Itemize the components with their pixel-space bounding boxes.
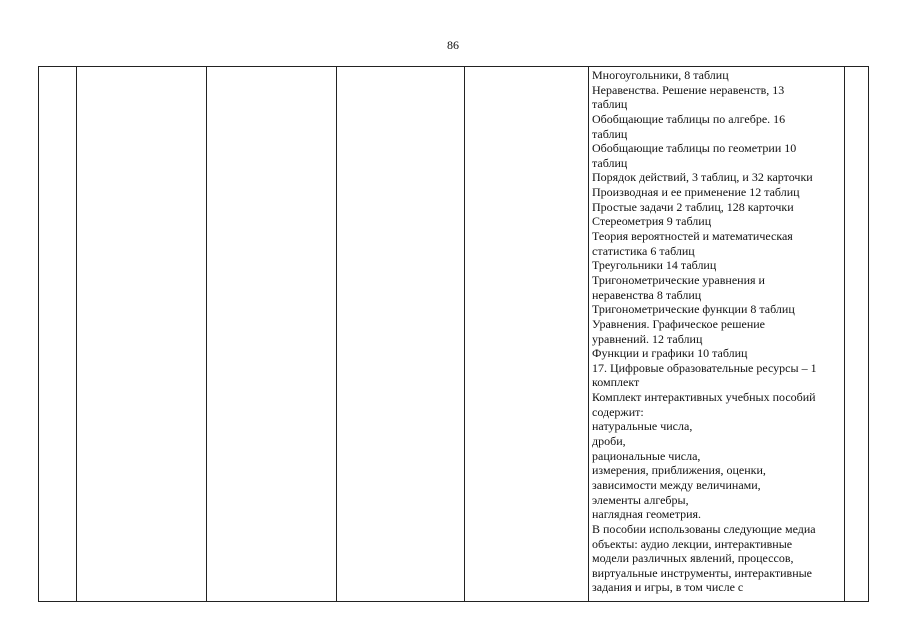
list-line: измерения, приближения, оценки,	[592, 463, 766, 478]
list-line: элементы алгебры,	[592, 492, 689, 507]
list-line: Обобщающие таблицы по алгебре. 16	[592, 111, 786, 126]
list-line: Производная и ее применение 12 таблиц	[592, 185, 800, 200]
list-line: наглядная геометрия.	[592, 507, 702, 522]
table-row	[39, 67, 869, 602]
list-line: Теория вероятностей и математическая	[592, 229, 793, 244]
table-cell-empty	[465, 67, 589, 602]
list-line: Тригонометрические функции 8 таблиц	[592, 302, 795, 317]
document-table	[38, 66, 869, 602]
table-cell-empty	[337, 67, 465, 602]
list-line: Порядок действий, 3 таблиц, и 32 карточки	[592, 170, 813, 185]
list-line: Простые задачи 2 таблиц, 128 карточки	[592, 199, 794, 214]
list-line: В пособии использованы следующие медиа	[592, 521, 816, 536]
list-line: комплект	[592, 375, 640, 390]
list-line: уравнений. 12 таблиц	[592, 331, 703, 346]
list-line: модели различных явлений, процессов,	[592, 551, 794, 566]
list-line: дроби,	[592, 434, 626, 449]
list-line: таблиц	[592, 126, 628, 141]
table-cell-equipment-list	[589, 67, 845, 602]
list-line: Функции и графики 10 таблиц	[592, 346, 748, 361]
page-number: 86	[447, 38, 459, 52]
list-line: объекты: аудио лекции, интерактивные	[592, 536, 793, 551]
table-cell-number	[39, 67, 77, 602]
list-line: статистика 6 таблиц	[592, 243, 695, 258]
table-cell-empty	[77, 67, 207, 602]
list-line: неравенства 8 таблиц	[592, 287, 702, 302]
list-line: Обобщающие таблицы по геометрии 10	[592, 141, 797, 156]
list-line: Треугольники 14 таблиц	[592, 258, 717, 273]
list-line: Неравенства. Решение неравенств, 13	[592, 82, 785, 97]
list-line: виртуальные инструменты, интерактивные	[592, 565, 813, 580]
list-line: Уравнения. Графическое решение	[592, 316, 765, 331]
list-line: рациональные числа,	[592, 448, 701, 463]
table-cell-empty	[207, 67, 337, 602]
list-line: таблиц	[592, 155, 628, 170]
list-line: задания и игры, в том числе с	[592, 580, 744, 595]
list-line: зависимости между величинами,	[592, 477, 761, 492]
list-line: таблиц	[592, 97, 628, 112]
list-line: содержит:	[592, 404, 644, 419]
list-line: 17. Цифровые образовательные ресурсы – 1	[592, 360, 817, 375]
list-line: натуральные числа,	[592, 419, 693, 434]
list-line: Тригонометрические уравнения и	[592, 272, 765, 287]
table-cell-empty	[845, 67, 869, 602]
list-line: Многоугольники, 8 таблиц	[592, 68, 729, 82]
equipment-list	[589, 67, 844, 595]
list-line: Стереометрия 9 таблиц	[592, 214, 712, 229]
list-line: Комплект интерактивных учебных пособий	[592, 390, 816, 405]
